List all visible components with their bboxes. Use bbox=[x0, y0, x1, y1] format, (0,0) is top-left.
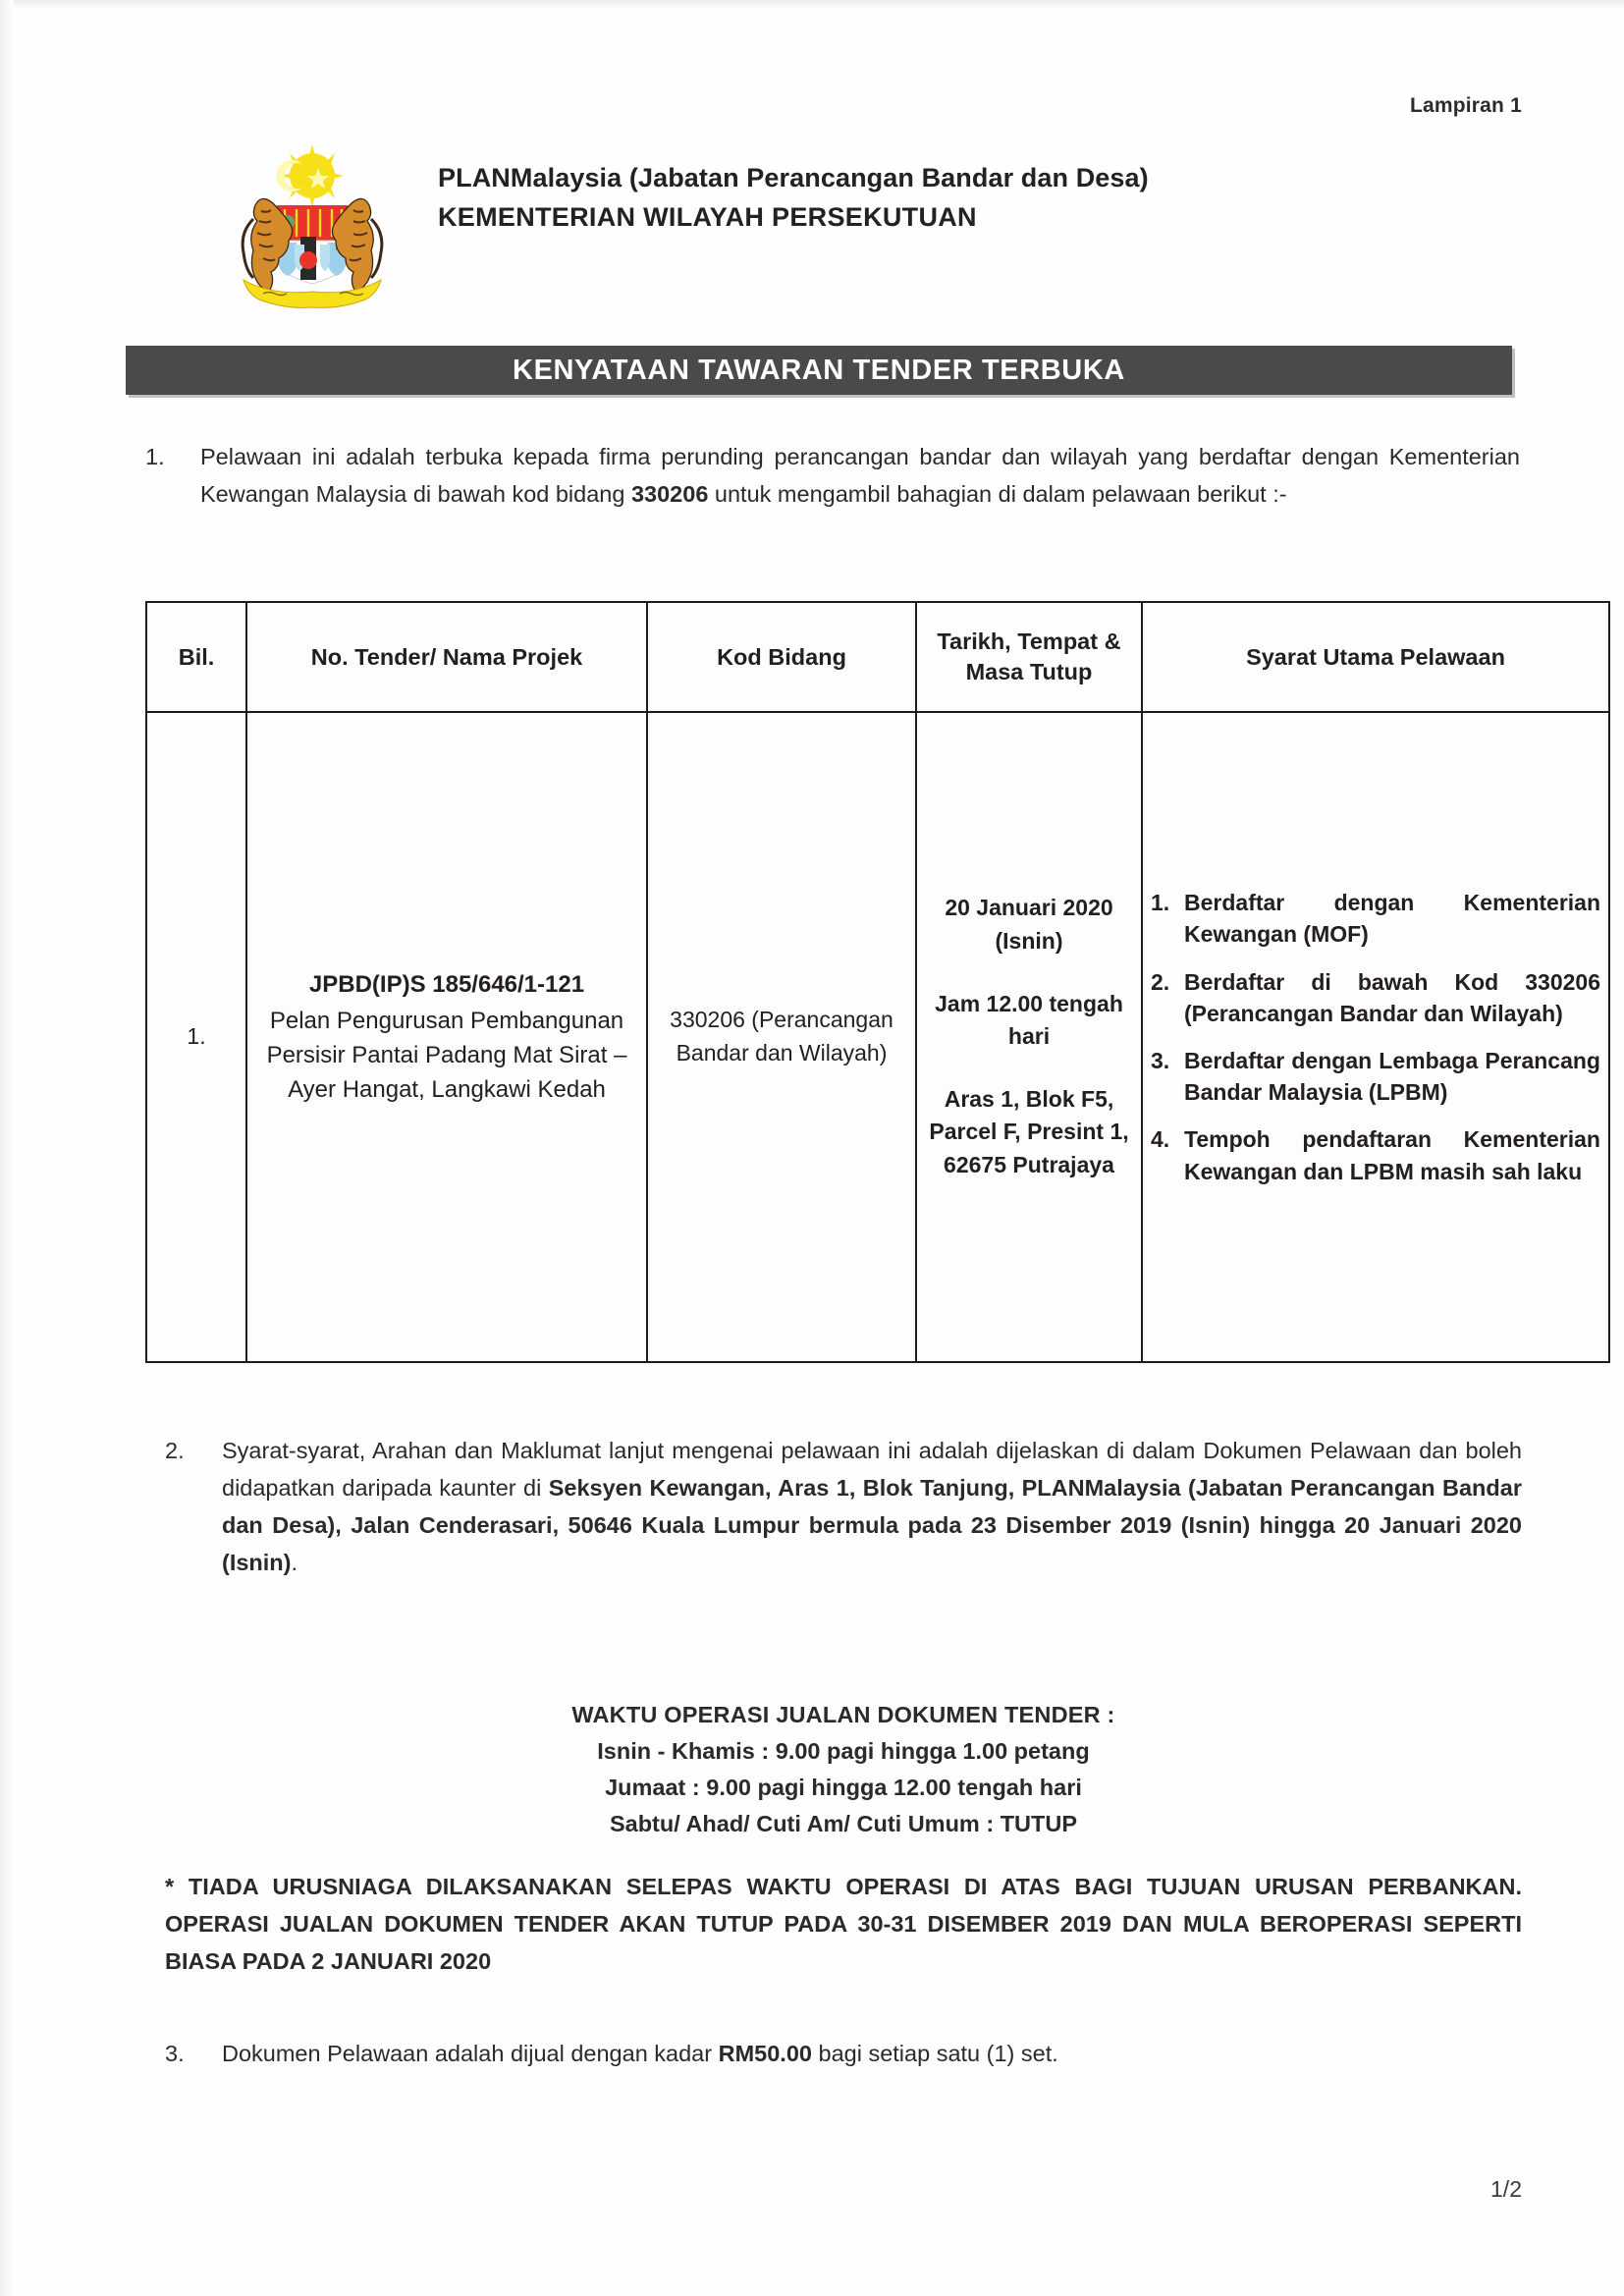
paragraph-3-number: 3. bbox=[165, 2041, 185, 2066]
malaysia-coat-of-arms-icon bbox=[234, 142, 391, 309]
paragraph-1-bold-code: 330206 bbox=[630, 481, 709, 508]
closing-place: Aras 1, Blok F5, Parcel F, Presint 1, 62675 Putrajaya bbox=[929, 1085, 1129, 1177]
header-tarikh: Tarikh, Tempat & Masa Tutup bbox=[916, 602, 1142, 712]
tender-table-header bbox=[146, 602, 1609, 712]
paragraph-2 bbox=[165, 1432, 1522, 1581]
syarat-number: 3. bbox=[1151, 1048, 1170, 1073]
cell-bil: 1. bbox=[146, 712, 246, 1362]
tender-reference-number: JPBD(IP)S 185/646/1-121 bbox=[308, 970, 585, 998]
paragraph-2-bold-address: Seksyen Kewangan, Aras 1, Blok Tanjung, PLANMalaysia (Jabatan Perancangan Bandar dan Desa), Jalan Cenderasari, 50646 Kuala Lumpur bermula pada 23 Disember 2019 (Isnin) hingga 20 Januari 2020 (Isnin) bbox=[222, 1475, 1522, 1576]
closing-time: Jam 12.00 tengah hari bbox=[935, 990, 1123, 1050]
banking-hours-notice: * TIADA URUSNIAGA DILAKSANAKAN SELEPAS WAKTU OPERASI DI ATAS BAGI TUJUAN URUSAN PERBANKAN. OPERASI JUALAN DOKUMEN TENDER AKAN TUTUP PADA 30-31 DISEMBER 2019 DAN MULA BEROPERASI SEPERTI BIASA PADA 2 JANUARI 2020 bbox=[165, 1874, 1522, 1975]
list-item bbox=[1151, 1123, 1600, 1186]
paragraph-2-body bbox=[222, 1432, 1522, 1581]
list-item bbox=[1151, 887, 1600, 950]
org-name-line1: PLANMalaysia (Jabatan Perancangan Bandar dan Desa) bbox=[438, 163, 1149, 192]
header-tender: No. Tender/ Nama Projek bbox=[246, 602, 647, 712]
paragraph-3-text-part1: Dokumen Pelawaan adalah dijual dengan kadar bbox=[222, 2041, 719, 2066]
syarat-list bbox=[1151, 887, 1600, 1187]
operating-hours-line-2: Jumaat : 9.00 pagi hingga 12.00 tengah hari bbox=[605, 1775, 1082, 1801]
paragraph-1-number: 1. bbox=[145, 444, 165, 469]
scan-edge-left bbox=[0, 0, 14, 2296]
operating-hours-line-3: Sabtu/ Ahad/ Cuti Am/ Cuti Umum : TUTUP bbox=[609, 1811, 1078, 1837]
tender-project-name: Pelan Pengurusan Pembangunan Persisir Pantai Padang Mat Sirat – Ayer Hangat, Langkawi Kedah bbox=[266, 1007, 627, 1104]
paragraph-3 bbox=[165, 2035, 1522, 2072]
paragraph-3-body bbox=[222, 2035, 1522, 2072]
operating-hours-line-1: Isnin - Khamis : 9.00 pagi hingga 1.00 petang bbox=[597, 1738, 1090, 1765]
page-number: 1/2 bbox=[1490, 2176, 1522, 2202]
syarat-text: Berdaftar dengan Kementerian Kewangan (MOF) bbox=[1184, 890, 1600, 948]
paragraph-2-text-part1: Syarat-syarat, Arahan dan Maklumat lanjut mengenai pelawaan ini adalah dijelaskan di dalam Dokumen Pelawaan dan boleh didapatkan daripada kaunter di bbox=[222, 1438, 1522, 1502]
syarat-text: Tempoh pendaftaran Kementerian Kewangan dan LPBM masih sah laku bbox=[1184, 1126, 1600, 1184]
paragraph-3-bold-price: RM50.00 bbox=[718, 2041, 812, 2066]
list-item bbox=[1151, 1045, 1600, 1108]
appendix-label: Lampiran 1 bbox=[1409, 94, 1522, 117]
paragraph-1-text-part2: untuk mengambil bahagian di dalam pelawaan berikut :- bbox=[708, 481, 1287, 508]
tender-table-body bbox=[146, 712, 1609, 1362]
ministry-name-line2: KEMENTERIAN WILAYAH PERSEKUTUAN bbox=[438, 202, 977, 233]
syarat-number: 4. bbox=[1151, 1126, 1170, 1153]
operating-hours-block bbox=[165, 1697, 1522, 1843]
paragraph-1-body bbox=[200, 438, 1520, 513]
cell-syarat-utama bbox=[1142, 712, 1609, 1362]
cell-tarikh-tempat-masa bbox=[916, 712, 1142, 1362]
table-header-row bbox=[146, 602, 1609, 712]
syarat-number: 1. bbox=[1151, 890, 1170, 916]
paragraph-1-text-part1: Pelawaan ini adalah terbuka kepada firma perunding perancangan bandar dan wilayah yang berdaftar dengan Kementerian Kewangan Malaysia di bawah kod bidang bbox=[200, 444, 1520, 508]
page-title: KENYATAAN TAWARAN TENDER TERBUKA bbox=[513, 354, 1125, 386]
list-item bbox=[1151, 966, 1600, 1029]
syarat-text: Berdaftar di bawah Kod 330206 (Perancangan Bandar dan Wilayah) bbox=[1184, 968, 1600, 1026]
table-row bbox=[146, 712, 1609, 1362]
letterhead-text bbox=[438, 142, 1149, 236]
closing-date: 20 Januari 2020 (Isnin) bbox=[945, 895, 1113, 955]
operating-hours-heading: WAKTU OPERASI JUALAN DOKUMEN TENDER : bbox=[571, 1702, 1115, 1727]
spacer bbox=[925, 1054, 1133, 1083]
paragraph-1 bbox=[145, 438, 1520, 513]
spacer bbox=[925, 958, 1133, 988]
cell-tender bbox=[246, 712, 647, 1362]
scan-edge-top bbox=[0, 0, 1624, 10]
tender-table bbox=[145, 601, 1610, 1363]
header-syarat: Syarat Utama Pelawaan bbox=[1142, 602, 1609, 712]
paragraph-2-number: 2. bbox=[165, 1438, 185, 1463]
letterhead bbox=[234, 142, 1149, 309]
paragraph-2-text-part2: . bbox=[291, 1550, 298, 1576]
cell-kod-bidang: 330206 (Perancangan Bandar dan Wilayah) bbox=[647, 712, 916, 1362]
document-title-band bbox=[126, 346, 1512, 395]
header-kod: Kod Bidang bbox=[647, 602, 916, 712]
syarat-text: Berdaftar dengan Lembaga Perancang Bandar Malaysia (LPBM) bbox=[1184, 1048, 1600, 1106]
syarat-number: 2. bbox=[1151, 968, 1170, 995]
paragraph-3-text-part2: bagi setiap satu (1) set. bbox=[811, 2041, 1058, 2066]
header-bil: Bil. bbox=[146, 602, 246, 712]
